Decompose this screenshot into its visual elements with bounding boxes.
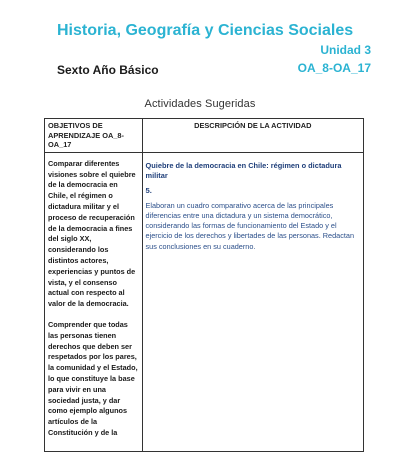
oa-range-label: OA_8-OA_17 <box>297 61 371 75</box>
unit-label: Unidad 3 <box>320 43 371 57</box>
objectives-header: OBJETIVOS DE APRENDIZAJE OA_8-OA_17 <box>45 119 143 153</box>
table-header-row <box>45 119 364 153</box>
section-title: Actividades Sugeridas <box>144 98 256 110</box>
subtitle-row <box>57 61 371 77</box>
activities-table <box>44 118 364 452</box>
activity-cell <box>142 152 363 451</box>
objective-item: Comparar diferentes visiones sobre el quiebre de la democracia en Chile, el régimen o dictadura militar y el proceso de recuperación de la democracia a fines del siglo XX, considerando los distintos actores, experiencias y puntos de vista, y el consenso actual con respecto al valor de la democracia. <box>48 158 136 309</box>
description-header: DESCRIPCIÓN DE LA ACTIVIDAD <box>142 119 363 153</box>
grade-label: Sexto Año Básico <box>57 63 159 77</box>
document-title: Historia, Geografía y Ciencias Sociales <box>57 22 354 39</box>
objective-item: Comprender que todas las personas tienen derechos que deben ser respetados por los pares, la comunidad y el Estado, lo que constituye la base para vivir en una sociedad justa, y dar como ejemplo algunos artículos de la Constitución y de la <box>48 319 138 437</box>
activity-title: Quiebre de la democracia en Chile: régimen o dictadura militar <box>145 160 342 180</box>
activity-description: Elaboran un cuadro comparativo acerca de las principales diferencias entre una dictadura y un sistema democrático, considerando las formas de funcionamiento del Estado y el ejercicio de los derechos y libertades de las personas. Redactan sus conclusiones en su cuaderno. <box>145 200 355 251</box>
activity-number: 5. <box>145 185 152 195</box>
page-header <box>57 22 371 77</box>
table-row <box>45 152 364 451</box>
objectives-cell <box>45 152 143 451</box>
